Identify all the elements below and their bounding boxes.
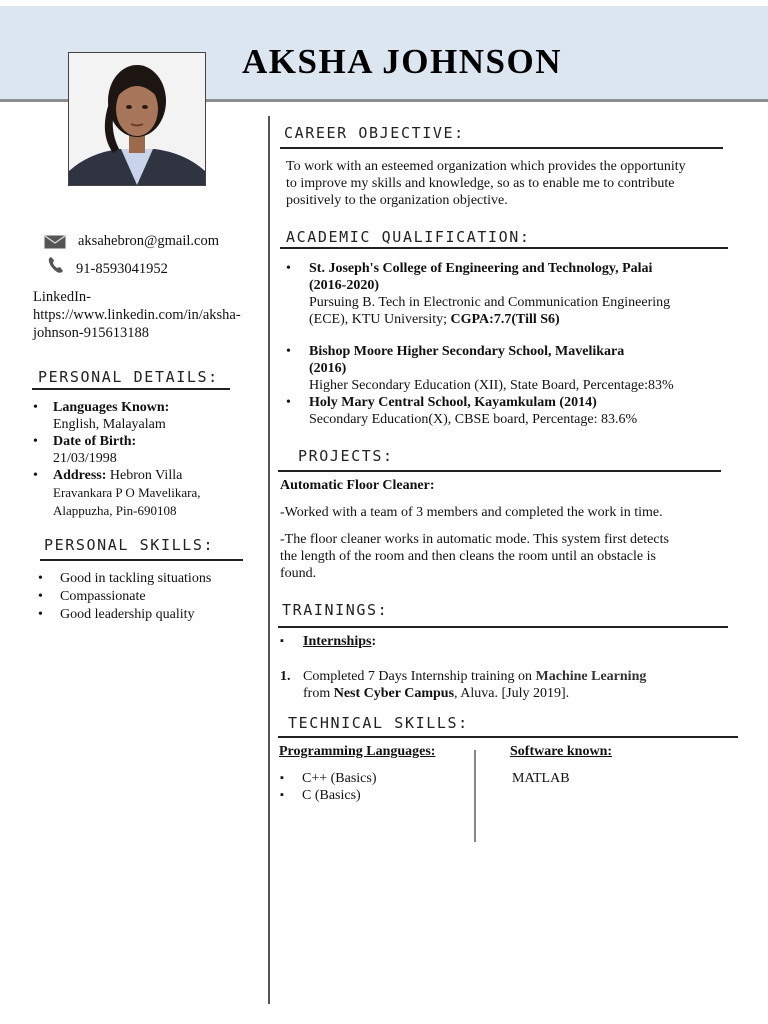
training-topic: Machine Learning xyxy=(535,669,647,684)
skill-item: • Good in tackling situations xyxy=(38,570,263,588)
personal-skills-heading: PERSONAL SKILLS: xyxy=(44,536,215,554)
career-line: to improve my skills and knowledge, so as to enable me to contribute xyxy=(286,176,675,191)
training-text: from xyxy=(303,686,334,701)
skill-item: • Good leadership quality xyxy=(38,606,263,624)
internships-item xyxy=(280,633,720,650)
software-known-value: MATLAB xyxy=(512,771,570,786)
address-line1: Hebron Villa xyxy=(106,468,183,483)
academic-title: • St. Joseph's College of Engineering and Technology, Palai xyxy=(309,261,653,276)
linkedin-url-line2: johnson-915613188 xyxy=(33,325,149,341)
linkedin-label: LinkedIn- xyxy=(33,289,91,305)
academic-years: (2016) xyxy=(309,361,347,376)
skill-item: • Compassionate xyxy=(38,588,263,606)
detail-dob xyxy=(33,433,263,467)
academic-item xyxy=(286,260,731,328)
project-line: found. xyxy=(280,566,317,581)
software-known-heading: Software known: xyxy=(510,744,613,759)
personal-details-rule xyxy=(32,388,230,390)
academic-detail: Secondary Education(X), CBSE board, Percentage: 83.6% xyxy=(309,412,638,427)
trainings-rule xyxy=(278,626,728,628)
languages-value: English, Malayalam xyxy=(53,417,166,432)
personal-skills-rule xyxy=(40,559,243,561)
detail-languages xyxy=(33,399,263,433)
academic-item xyxy=(286,394,731,428)
technical-skills-rule xyxy=(278,736,738,738)
languages-label: Languages Known: xyxy=(53,400,170,415)
personal-details-heading: PERSONAL DETAILS: xyxy=(38,368,219,386)
training-text: Completed 7 Days Internship training on xyxy=(303,669,536,684)
detail-address xyxy=(33,467,263,520)
address-line2: Eravankara P O Mavelikara, xyxy=(53,485,201,500)
trainings-heading: TRAININGS: xyxy=(282,601,389,619)
technical-divider xyxy=(474,750,476,842)
project-point-1: -Worked with a team of 3 members and completed the work in time. xyxy=(280,505,663,520)
projects-heading: PROJECTS: xyxy=(298,447,394,465)
academic-list xyxy=(286,260,731,428)
personal-details-list xyxy=(33,399,263,520)
email-text: aksahebron@gmail.com xyxy=(78,233,219,249)
career-line: positively to the organization objective. xyxy=(286,193,508,208)
column-divider xyxy=(268,116,270,1004)
profile-photo xyxy=(68,52,206,186)
internships-label: Internships xyxy=(303,634,372,649)
dob-label: Date of Birth: xyxy=(53,434,137,449)
programming-languages-list xyxy=(280,770,460,804)
academic-rule xyxy=(280,247,728,249)
career-line: To work with an esteemed organization which provides the opportunity xyxy=(286,159,686,174)
project-point-2 xyxy=(280,531,730,582)
address-label: Address: xyxy=(53,468,107,483)
academic-detail: Higher Secondary Education (XII), State Board, Percentage:83% xyxy=(309,378,674,393)
training-item xyxy=(303,668,733,702)
phone-icon xyxy=(47,256,65,274)
career-objective-text xyxy=(286,158,731,209)
address-line3: Alappuzha, Pin-690108 xyxy=(53,503,177,518)
linkedin-url-line1: https://www.linkedin.com/in/aksha- xyxy=(33,307,241,323)
academic-cgpa: CGPA:7.7(Till S6) xyxy=(450,312,560,327)
academic-years: (2016-2020) xyxy=(309,278,379,293)
programming-languages-heading: Programming Languages: xyxy=(279,744,436,759)
email-icon xyxy=(44,235,66,249)
portrait-illustration xyxy=(69,53,205,185)
academic-item xyxy=(286,343,731,394)
project-line: -The floor cleaner works in automatic mode. This system first detects xyxy=(280,532,669,547)
programming-language-item: ▪ C++ (Basics) xyxy=(280,770,460,787)
academic-title: • Holy Mary Central School, Kayamkulam (2014) xyxy=(309,395,597,410)
project-title: Automatic Floor Cleaner: xyxy=(280,478,435,493)
academic-detail: Pursuing B. Tech in Electronic and Communication Engineering xyxy=(309,295,671,310)
academic-title: • Bishop Moore Higher Secondary School, Mavelikara xyxy=(309,344,625,359)
phone-text: 91-8593041952 xyxy=(76,261,168,277)
training-number: 1. xyxy=(280,669,291,684)
career-objective-heading: CAREER OBJECTIVE: xyxy=(284,124,465,142)
programming-language-item: ▪ C (Basics) xyxy=(280,787,460,804)
training-text: , Aluva. [July 2019]. xyxy=(454,686,570,701)
internships-colon: : xyxy=(371,634,377,649)
career-objective-rule xyxy=(280,147,723,149)
training-org: Nest Cyber Campus xyxy=(333,686,455,701)
candidate-name: AKSHA JOHNSON xyxy=(242,42,562,81)
personal-skills-list xyxy=(38,570,263,624)
projects-rule xyxy=(278,470,721,472)
project-line: the length of the room and then cleans the room until an obstacle is xyxy=(280,549,656,564)
technical-skills-heading: TECHNICAL SKILLS: xyxy=(288,714,469,732)
trainings-sub-list xyxy=(280,633,720,650)
academic-detail: (ECE), KTU University; xyxy=(309,312,451,327)
dob-value: 21/03/1998 xyxy=(53,451,117,466)
academic-heading: ACADEMIC QUALIFICATION: xyxy=(286,228,531,246)
